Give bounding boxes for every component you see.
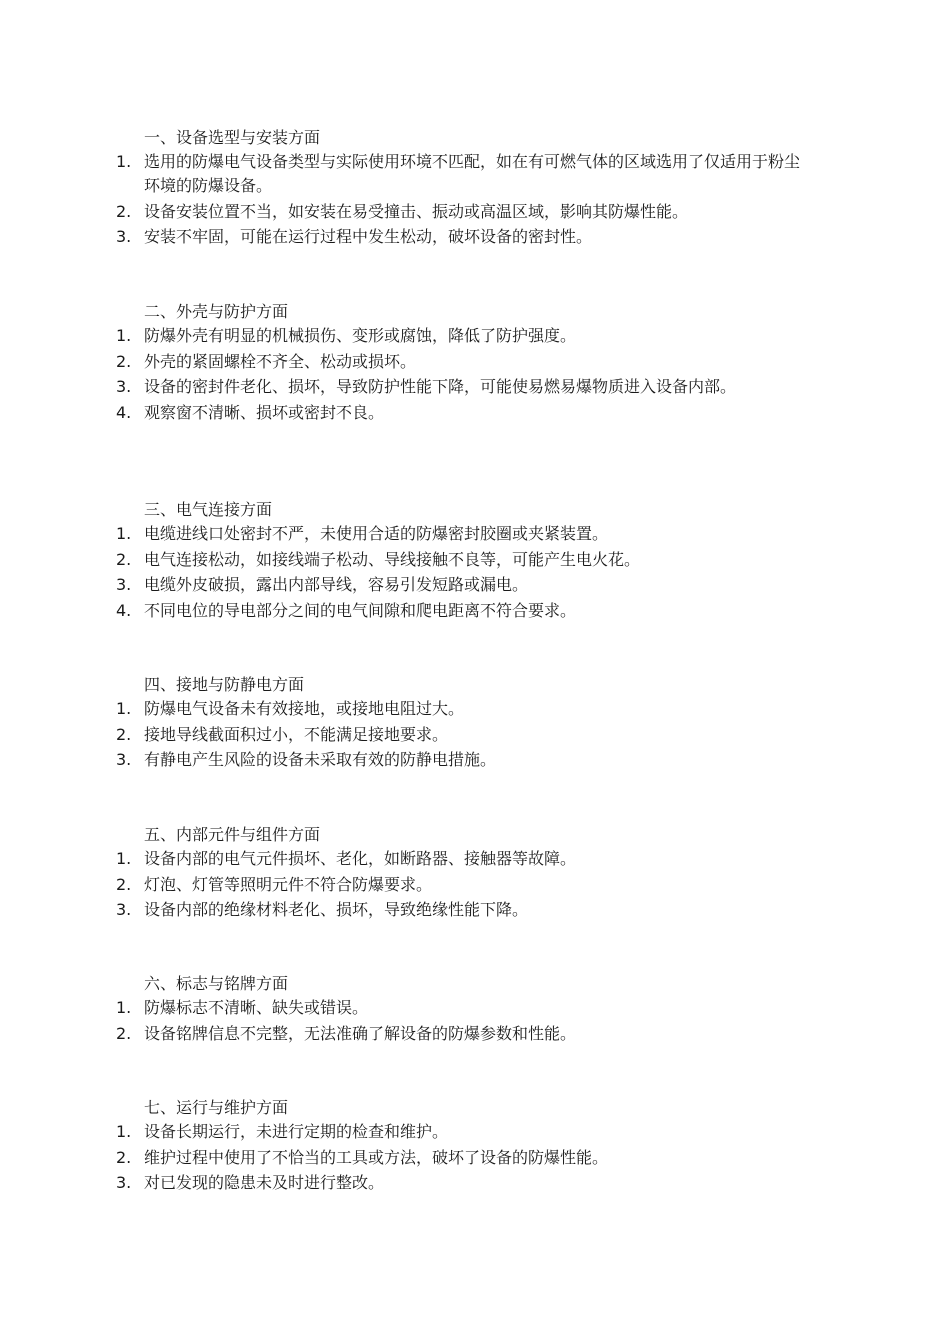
item-text: 设备安装位置不当，如安装在易受撞击、振动或高温区域，影响其防爆性能。: [144, 201, 689, 221]
section-equipment-selection: [114, 126, 814, 251]
list-item: [114, 1120, 814, 1144]
item-text: 设备的密封件老化、损坏，导致防护性能下降，可能使易燃易爆物质进入设备内部。: [144, 377, 737, 396]
item-number: 2.: [116, 351, 132, 371]
list-item: [114, 150, 814, 198]
item-text: 安装不牢固，可能在运行过程中发生松动，破坏设备的密封性。: [144, 227, 593, 246]
list-item: [114, 324, 814, 348]
section-title: 六、标志与铭牌方面: [144, 974, 289, 993]
item-text: 不同电位的导电部分之间的电气间隙和爬电距离不符合要求。: [144, 600, 577, 620]
list-item: [114, 1146, 814, 1170]
item-list: [114, 1120, 814, 1195]
item-text: 电气连接松动，如接线端子松动、导线接触不良等，可能产生电火花。: [144, 549, 641, 569]
section-operation-maintenance: [114, 1096, 814, 1197]
item-number: 1.: [116, 1122, 132, 1141]
item-number: 3.: [116, 227, 132, 246]
item-text: 设备内部的电气元件损坏、老化，如断路器、接触器等故障。: [144, 849, 577, 868]
section-title: 七、运行与维护方面: [144, 1098, 289, 1117]
item-number: 2.: [116, 1023, 132, 1043]
item-text: 电缆外皮破损，露出内部导线，容易引发短路或漏电。: [144, 575, 529, 594]
item-number: 1.: [116, 152, 132, 171]
item-number: 1.: [116, 849, 132, 868]
list-item: [114, 996, 814, 1020]
section-title: 二、外壳与防护方面: [144, 302, 289, 321]
item-list: [114, 697, 814, 772]
item-text: 防爆外壳有明显的机械损伤、变形或腐蚀，降低了防护强度。: [144, 326, 577, 345]
item-number: 2.: [116, 724, 132, 744]
item-list: [114, 522, 814, 623]
item-text: 设备长期运行，未进行定期的检查和维护。: [144, 1122, 449, 1141]
item-text: 防爆标志不清晰、缺失或错误。: [144, 998, 369, 1017]
list-item: [114, 1022, 814, 1046]
section-internal-components: [114, 823, 814, 924]
item-list: [114, 847, 814, 922]
item-number: 4.: [116, 600, 132, 620]
item-text: 电缆进线口处密封不严，未使用合适的防爆密封胶圈或夹紧装置。: [144, 524, 609, 543]
item-text: 有静电产生风险的设备未采取有效的防静电措施。: [144, 750, 497, 769]
section-electrical-connection: [114, 498, 814, 624]
item-number: 3.: [116, 1173, 132, 1192]
item-text: 观察窗不清晰、损坏或密封不良。: [144, 402, 385, 422]
item-text: 接地导线截面积过小，不能满足接地要求。: [144, 724, 449, 744]
list-item: [114, 200, 814, 224]
list-item: [114, 401, 814, 425]
section-grounding-antistatic: [114, 673, 814, 774]
list-item: [114, 748, 814, 772]
section-title: 五、内部元件与组件方面: [144, 825, 321, 844]
item-number: 1.: [116, 998, 132, 1017]
list-item: [114, 873, 814, 897]
item-text: 外壳的紧固螺栓不齐全、松动或损坏。: [144, 351, 417, 371]
section-enclosure-protection: [114, 300, 814, 426]
item-number: 1.: [116, 699, 132, 718]
item-list: [114, 996, 814, 1046]
item-list: [114, 150, 814, 249]
section-title: 四、接地与防静电方面: [144, 675, 305, 694]
list-item: [114, 573, 814, 597]
section-title: 三、电气连接方面: [144, 500, 273, 519]
item-number: 4.: [116, 402, 132, 422]
item-number: 3.: [116, 900, 132, 919]
item-text: 防爆电气设备未有效接地，或接地电阻过大。: [144, 699, 465, 718]
item-text: 设备铭牌信息不完整，无法准确了解设备的防爆参数和性能。: [144, 1023, 577, 1043]
item-number: 3.: [116, 575, 132, 594]
item-number: 1.: [116, 326, 132, 345]
item-text: 灯泡、灯管等照明元件不符合防爆要求。: [144, 874, 433, 894]
list-item: [114, 847, 814, 871]
list-item: [114, 225, 814, 249]
item-number: 3.: [116, 750, 132, 769]
item-number: 1.: [116, 524, 132, 543]
list-item: [114, 522, 814, 546]
item-number: 2.: [116, 1147, 132, 1167]
list-item: [114, 898, 814, 922]
item-text: 设备内部的绝缘材料老化、损坏，导致绝缘性能下降。: [144, 900, 529, 919]
section-title: 一、设备选型与安装方面: [144, 128, 321, 147]
item-text: 选用的防爆电气设备类型与实际使用环境不匹配，如在有可燃气体的区域选用了仅适用于粉尘环境的防爆设备。: [144, 152, 801, 195]
item-text: 维护过程中使用了不恰当的工具或方法，破坏了设备的防爆性能。: [144, 1147, 609, 1167]
list-item: [114, 375, 814, 399]
list-item: [114, 548, 814, 572]
list-item: [114, 723, 814, 747]
item-number: 2.: [116, 201, 132, 221]
section-markings-nameplate: [114, 972, 814, 1047]
item-number: 2.: [116, 549, 132, 569]
item-text: 对已发现的隐患未及时进行整改。: [144, 1173, 385, 1192]
item-number: 2.: [116, 874, 132, 894]
list-item: [114, 350, 814, 374]
item-list: [114, 324, 814, 425]
list-item: [114, 599, 814, 623]
list-item: [114, 697, 814, 721]
item-number: 3.: [116, 377, 132, 396]
list-item: [114, 1171, 814, 1195]
